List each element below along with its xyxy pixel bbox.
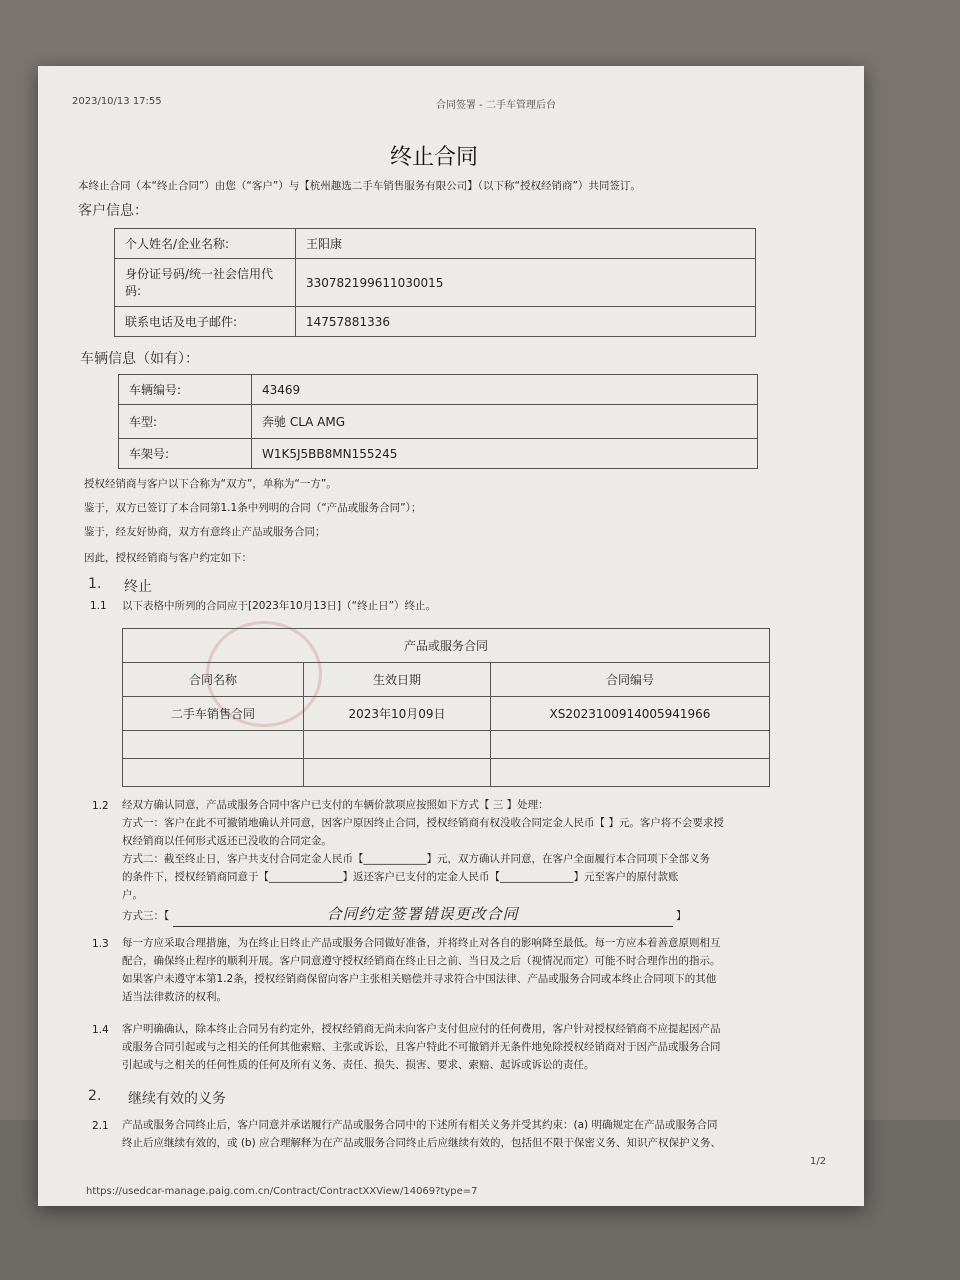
clause-line: 配合，确保终止程序的顺利开展。客户同意遵守授权经销商在终止日之前、当日及之后（视情况而定）可能不时合理作出的指示。	[122, 955, 721, 967]
clause-1-3-text	[122, 934, 721, 1006]
column-header: 合同编号	[491, 663, 770, 697]
customer-info-heading: 客户信息：	[78, 203, 148, 219]
field-value: 奔驰 CLA AMG	[252, 405, 758, 439]
table-cell: 2023年10月09日	[304, 697, 491, 731]
clause-line: 适当法律救济的权利。	[122, 991, 227, 1003]
clause-line: 每一方应采取合理措施，为在终止日终止产品或服务合同做好准备，并将终止对各自的影响降至最低。每一方应本着善意原则相互	[122, 937, 721, 949]
table-row	[115, 307, 756, 337]
table-row	[115, 259, 756, 307]
method-3-end: 】	[675, 910, 687, 922]
clause-1-2-number: 1.2	[92, 800, 109, 812]
clause-1-3-number: 1.3	[92, 938, 109, 950]
method-3-label: 方式三：【	[122, 910, 170, 922]
field-value: 43469	[252, 375, 758, 405]
method-3-line	[122, 904, 686, 927]
vehicle-info-heading: 车辆信息（如有）：	[80, 351, 199, 367]
vehicle-info-table	[118, 374, 758, 469]
clause-line: 方式一：客户在此不可撤销地确认并同意，因客户原因终止合同，授权经销商有权没收合同定金人民币【 】元。客户将不会要求授	[122, 817, 724, 829]
clause-2-1-number: 2.1	[92, 1120, 109, 1132]
table-row	[119, 405, 758, 439]
print-page-title: 合同签署 - 二手车管理后台	[436, 100, 556, 111]
page-number: 1/2	[810, 1156, 827, 1167]
clause-2-1-text	[122, 1116, 721, 1152]
field-value: 14757881336	[296, 307, 756, 337]
clause-1-1-number: 1.1	[90, 600, 107, 612]
clause-line: 终止后应继续有效的，或 (b) 应合理解释为在产品或服务合同终止后应继续有效的，包括但不限于保密义务、知识产权保护义务、	[122, 1137, 722, 1149]
section-1-number: 1.	[88, 576, 102, 592]
field-label: 车辆编号:	[119, 375, 252, 405]
clause-1-2-text	[122, 796, 724, 904]
recital-whereas-1: 鉴于，双方已签订了本合同第1.1条中列明的合同（“产品或服务合同”）；	[84, 502, 422, 514]
table-row	[119, 375, 758, 405]
table-cell	[491, 731, 770, 759]
handwritten-method-3: 合同约定签署错误更改合同	[326, 905, 519, 923]
recital-therefore: 因此，授权经销商与客户约定如下：	[84, 552, 252, 564]
clause-line: 方式二：截至终止日，客户共支付合同定金人民币【____________】元，双方确认并同意，在客户全面履行本合同项下全部义务	[122, 853, 710, 865]
contract-list-table	[122, 628, 770, 787]
table-row	[115, 229, 756, 259]
field-label: 个人姓名/企业名称:	[115, 229, 296, 259]
document-title: 终止合同	[390, 145, 479, 170]
table-row	[123, 697, 770, 731]
table-cell	[304, 731, 491, 759]
table-header-row	[123, 663, 770, 697]
clause-line: 如果客户未遵守本第1.2条，授权经销商保留向客户主张相关赔偿并寻求符合中国法律、产品或服务合同或本终止合同项下的其他	[122, 973, 717, 985]
field-label: 联系电话及电子邮件:	[115, 307, 296, 337]
recital-whereas-2: 鉴于，经友好协商，双方有意终止产品或服务合同；	[84, 526, 326, 538]
field-value: W1K5J5BB8MN155245	[252, 439, 758, 469]
section-1-title: 终止	[124, 579, 152, 595]
column-header: 生效日期	[304, 663, 491, 697]
clause-line: 产品或服务合同终止后，客户同意并承诺履行产品或服务合同中的下述所有相关义务并受其约束：(a) 明确规定在产品或服务合同	[122, 1119, 718, 1131]
section-2-title: 继续有效的义务	[128, 1091, 226, 1107]
table-cell: 二手车销售合同	[123, 697, 304, 731]
intro-paragraph: 本终止合同（本“终止合同”）由您（“客户”）与【杭州趣选二手车销售服务有限公司】（以下称“授权经销商”）共同签订。	[78, 180, 641, 192]
clause-line: 的条件下，授权经销商同意于【______________】返还客户已支付的定金人民币【______________】元至客户的原付款账	[122, 871, 679, 883]
table-row	[119, 439, 758, 469]
clause-line: 客户明确确认，除本终止合同另有约定外，授权经销商无尚未向客户支付但应付的任何费用，客户针对授权经销商不应提起因产品	[122, 1023, 721, 1035]
table-cell: XS2023100914005941966	[491, 697, 770, 731]
print-datetime: 2023/10/13 17:55	[72, 96, 162, 107]
field-label: 身份证号码/统一社会信用代码:	[115, 259, 296, 307]
table-title: 产品或服务合同	[123, 629, 770, 663]
section-2-number: 2.	[88, 1088, 102, 1104]
clause-line: 或服务合同引起或与之相关的任何其他索赔、主张或诉讼，且客户特此不可撤销并无条件地免除授权经销商对于因产品或服务合同	[122, 1041, 721, 1053]
table-cell	[123, 731, 304, 759]
field-label: 车型:	[119, 405, 252, 439]
table-row	[123, 629, 770, 663]
clause-1-1-text: 以下表格中所列的合同应于[2023年10月13日]（“终止日”）终止。	[122, 600, 437, 612]
field-value: 王阳康	[296, 229, 756, 259]
field-label: 车架号:	[119, 439, 252, 469]
field-value: 330782199611030015	[296, 259, 756, 307]
table-cell	[123, 759, 304, 787]
print-url: https://usedcar-manage.paig.com.cn/Contract/ContractXXView/14069?type=7	[86, 1186, 478, 1197]
table-row	[123, 731, 770, 759]
table-cell	[304, 759, 491, 787]
column-header: 合同名称	[123, 663, 304, 697]
clause-1-4-text	[122, 1020, 721, 1074]
clause-line: 户。	[122, 889, 143, 901]
table-cell	[491, 759, 770, 787]
customer-info-table	[114, 228, 756, 337]
clause-1-4-number: 1.4	[92, 1024, 109, 1036]
contract-page	[38, 66, 864, 1206]
clause-line: 权经销商以任何形式返还已没收的合同定金。	[122, 835, 332, 847]
method-3-fill	[173, 904, 673, 927]
recital-parties: 授权经销商与客户以下合称为“双方”，单称为“一方”。	[84, 478, 337, 490]
clause-line: 经双方确认同意，产品或服务合同中客户已支付的车辆价款项应按照如下方式【 三 】处理：	[122, 799, 549, 811]
clause-line: 引起或与之相关的任何性质的任何及所有义务、责任、损失、损害、要求、索赔、起诉或诉讼的责任。	[122, 1059, 595, 1071]
table-row	[123, 759, 770, 787]
